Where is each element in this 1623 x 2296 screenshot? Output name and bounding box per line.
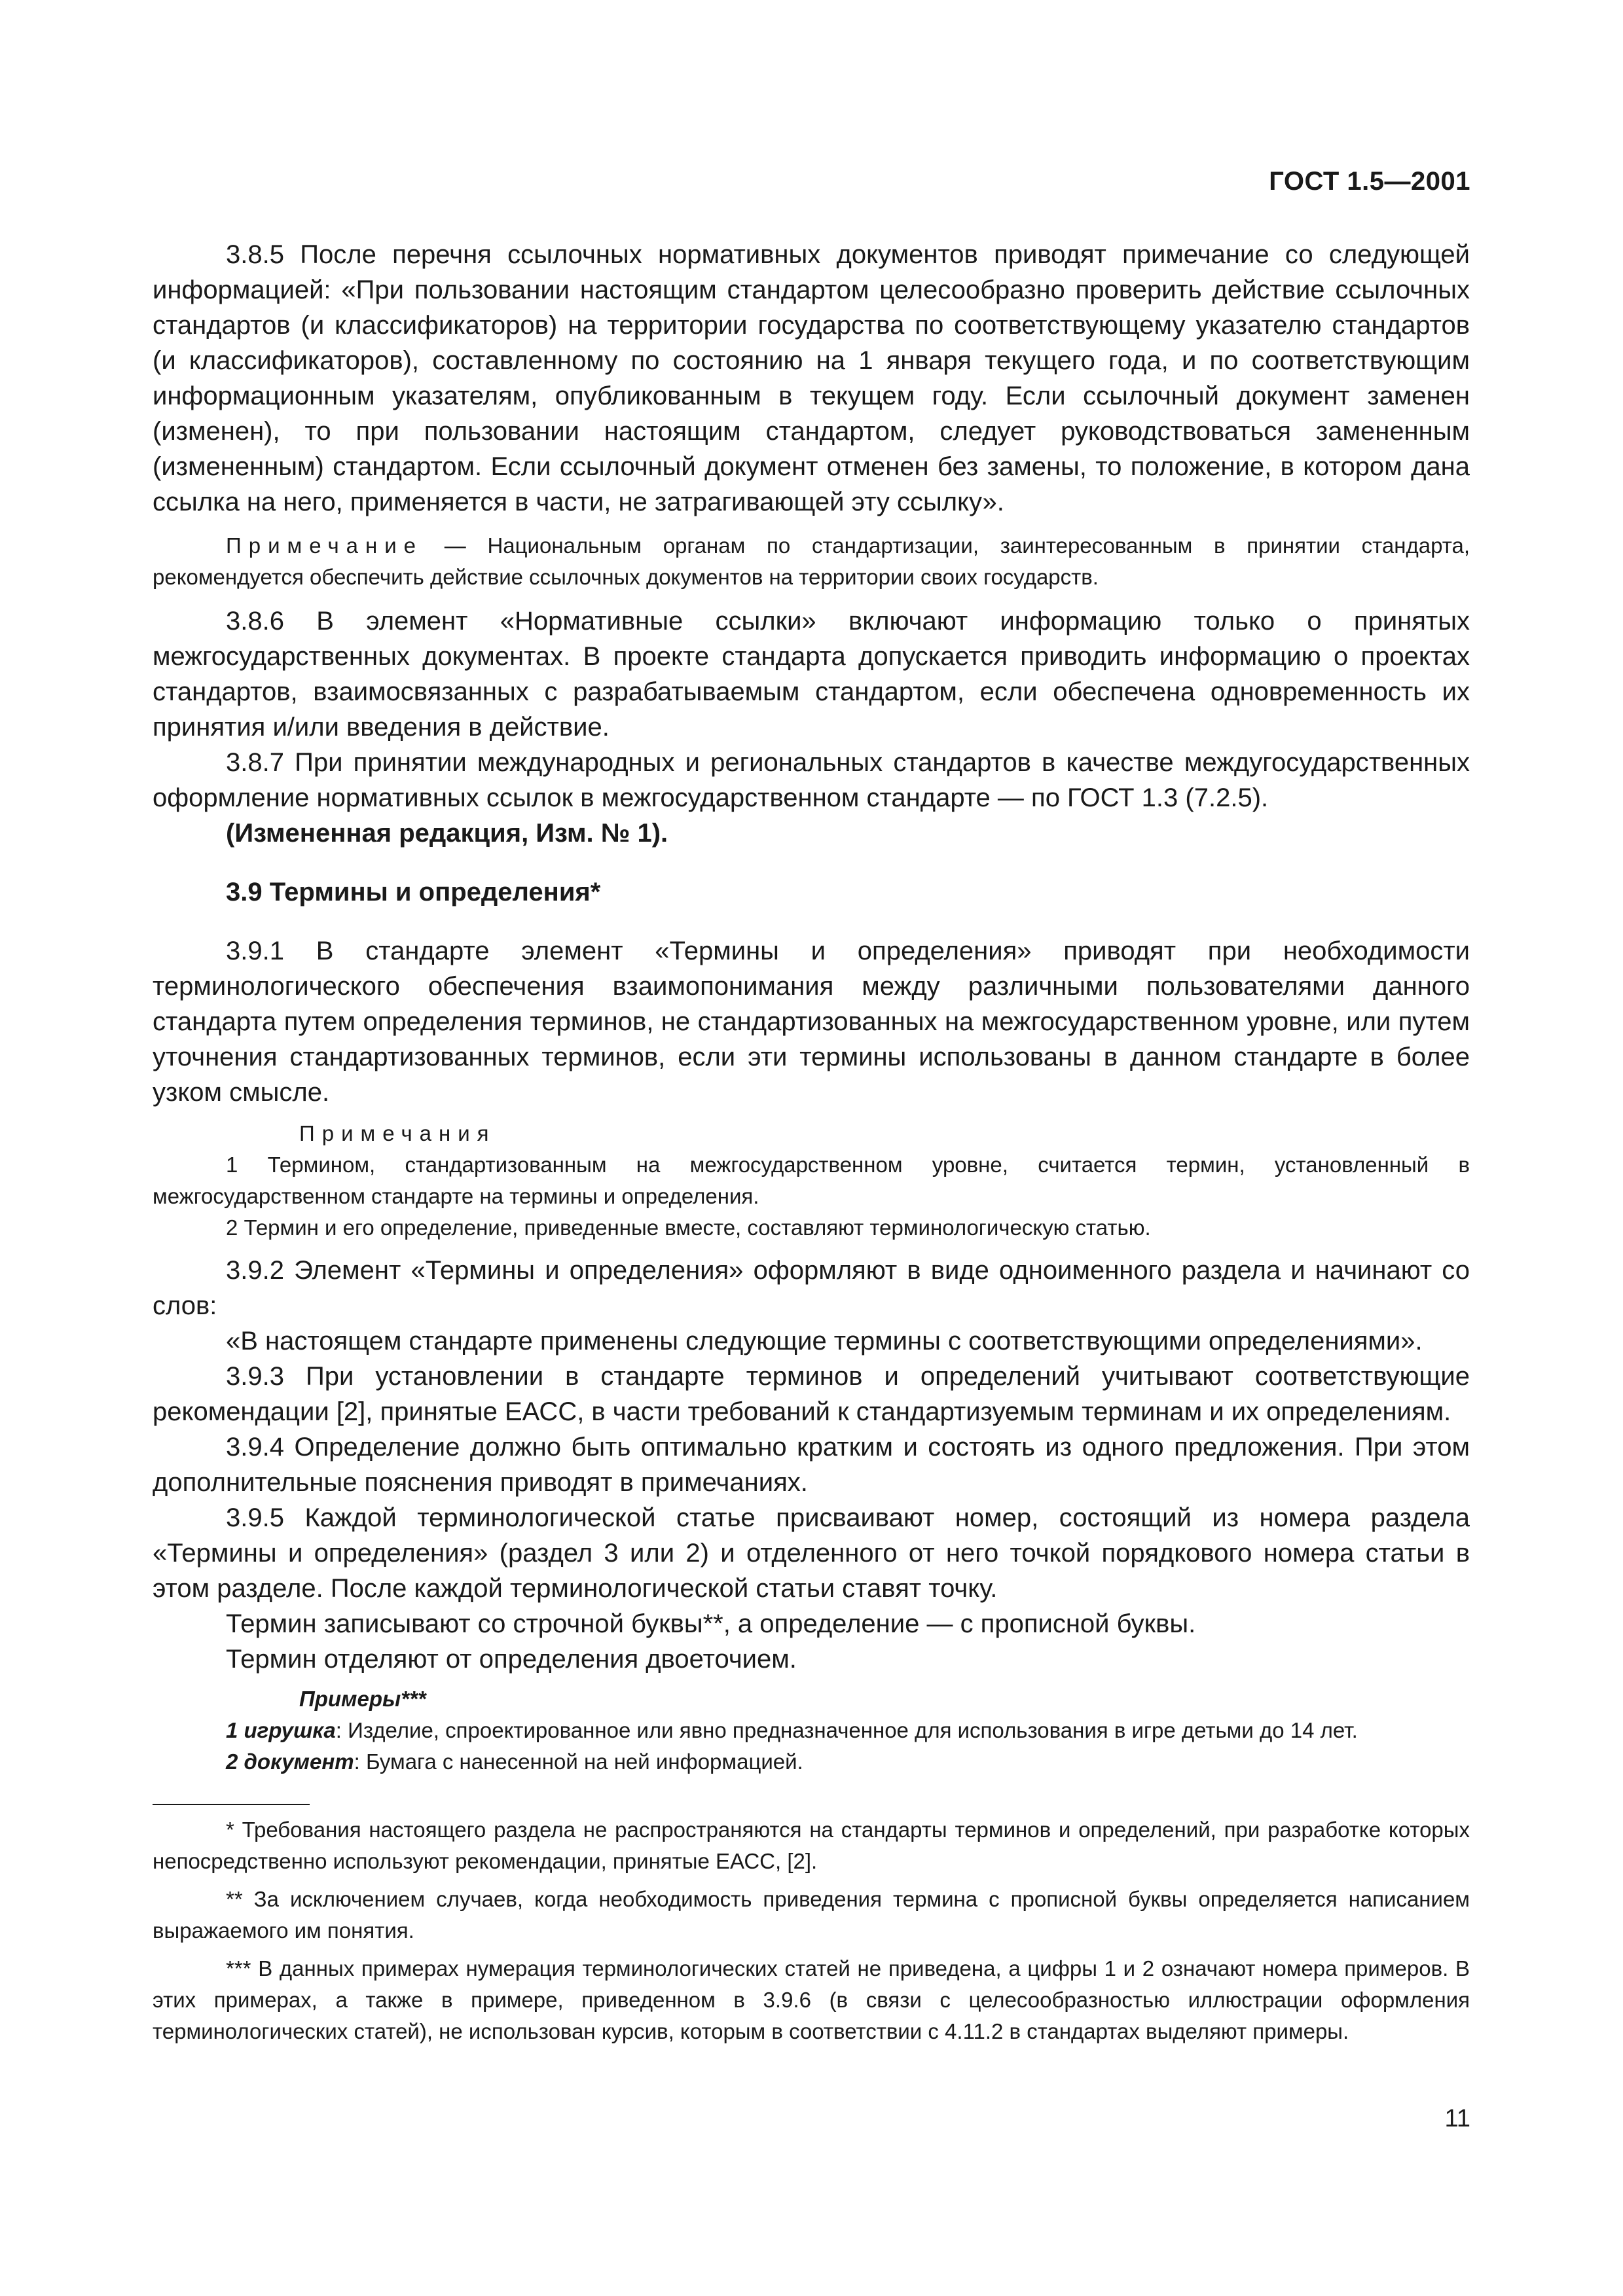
examples-label-text: Примеры*** [299, 1687, 426, 1711]
notes-label [153, 1118, 1470, 1149]
footnote-1: * Требования настоящего раздела не распространяются на стандарты терминов и определений, при разработке которых непосредственно используют рекомендации, принятые ЕАСС, [2]. [153, 1818, 1470, 1873]
paragraph-3-8-5: 3.8.5 После перечня ссылочных нормативных документов приводят примечание со следующей информацией: «При пользовании настоящим стандартом целесообразно проверить действие ссылочных стандартов (и классификаторов) на территории государства по соответствующему указателю стандартов (и классификаторов), составленному по состоянию на 1 января текущего года, и по соответствующим информационным указателям, опубликованным в текущем году. Если ссылочный документ заменен (изменен), то при пользовании настоящим стандартом, следует руководствоваться замененным (измененным) стандартом. Если ссылочный документ отменен без замены, то положение, в котором дана ссылка на него, применяется в части, не затрагивающей эту ссылку». [153, 240, 1470, 516]
paragraph-3-8-7: 3.8.7 При принятии международных и региональных стандартов в качестве междугосударственных оформление нормативных ссылок в межгосударственном стандарте — по ГОСТ 1.3 (7.2.5). [153, 748, 1470, 812]
page-header: ГОСТ 1.5—2001 [1269, 167, 1470, 196]
note-item-1: 1 Термином, стандартизованным на межгосударственном уровне, считается термин, установленный в межгосударственном стандарте на термины и определения. [153, 1153, 1470, 1208]
note-label: Примечание [226, 533, 424, 558]
footnote-2: ** За исключением случаев, когда необходимость приведения термина с прописной буквы определяется написанием выражаемого им понятия. [153, 1887, 1470, 1943]
footnote-3: *** В данных примерах нумерация терминологических статей не приведена, а цифры 1 и 2 означают номера примеров. В этих примерах, а также в примере, приведенном в 3.9.6 (в связи с целесообразностью иллюстрации оформления терминологических статей), не использован курсив, которым в соответствии с 4.11.2 в стандартах выделяют примеры. [153, 1956, 1470, 2043]
page-content [153, 237, 1470, 2047]
examples-label [153, 1683, 1470, 1715]
paragraph-3-9-2: 3.9.2 Элемент «Термины и определения» оформляют в виде одноименного раздела и начинают со слов: [153, 1256, 1470, 1320]
example-1-term: 1 игрушка [226, 1718, 336, 1742]
example-2 [153, 1746, 1470, 1778]
example-2-term: 2 документ [226, 1749, 354, 1774]
note-1 [153, 530, 1470, 593]
paragraph-3-9-4: 3.9.4 Определение должно быть оптимально кратким и состоять из одного предложения. При этом дополнительные пояснения приводят в примечаниях. [153, 1433, 1470, 1497]
notes-label-text: Примечания [299, 1121, 496, 1145]
note-item-2: 2 Термин и его определение, приведенные вместе, составляют терминологическую статью. [226, 1215, 1151, 1240]
paragraph-3-9-1: 3.9.1 В стандарте элемент «Термины и определения» приводят при необходимости терминологического обеспечения взаимопонимания между различными пользователями данного стандарта путем определения терминов, не стандартизованных на межгосударственном уровне, или путем уточнения стандартизованных терминов, если эти термины использованы в данном стандарте в более узком смысле. [153, 937, 1470, 1107]
page-number: 11 [1444, 2105, 1470, 2132]
paragraph-3-9-5: 3.9.5 Каждой терминологической статье присваивают номер, состоящий из номера раздела «Термины и определения» (раздел 3 или 2) и отделенного от него точкой порядкового номера статьи в этом разделе. После каждой терминологической статьи ставят точку. [153, 1503, 1470, 1603]
paragraph-3-9-2-quote: «В настоящем стандарте применены следующие термины с соответствующими определениями». [226, 1327, 1423, 1355]
note-text: — Национальным органам по стандартизации, заинтересованным в принятии стандарта, рекомендуется обеспечить действие ссылочных документов на территории своих государств. [153, 533, 1470, 589]
example-1 [153, 1715, 1470, 1746]
paragraph-3-8-6: 3.8.6 В элемент «Нормативные ссылки» включают информацию только о принятых межгосударственных документах. В проекте стандарта допускается приводить информацию о проектах стандартов, взаимосвязанных с разрабатываемым стандартом, если обеспечена одновременность их принятия и/или введения в действие. [153, 607, 1470, 742]
footnote-separator [153, 1804, 310, 1805]
example-1-definition: : Изделие, спроектированное или явно предназначенное для использования в игре детьми до 14 лет. [335, 1718, 1358, 1742]
example-2-definition: : Бумага с нанесенной на ней информацией. [354, 1749, 803, 1774]
paragraph-3-9-3: 3.9.3 При установлении в стандарте терминов и определений учитывают соответствующие рекомендации [2], принятые ЕАСС, в части требований к стандартизуемым терминам и их определениям. [153, 1362, 1470, 1426]
paragraph-term-case: Термин записывают со строчной буквы**, а определение — с прописной буквы. [226, 1609, 1196, 1638]
section-heading-3-9: 3.9 Термины и определения* [226, 878, 601, 906]
paragraph-term-separator: Термин отделяют от определения двоеточием. [226, 1645, 797, 1674]
edition-note: (Измененная редакция, Изм. № 1). [226, 819, 668, 848]
